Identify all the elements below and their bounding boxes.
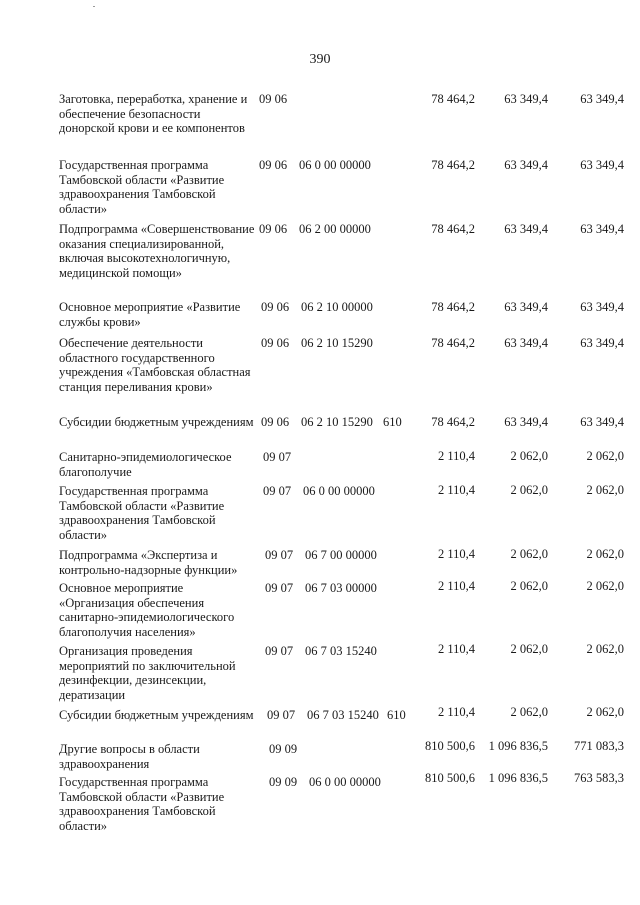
section-code: 09 07 [265, 644, 294, 658]
amount-year-2: 63 349,4 [504, 222, 548, 236]
amount-year-2: 1 096 836,5 [488, 771, 548, 785]
amount-year-1: 2 110,4 [437, 449, 475, 463]
amount-year-1: 78 464,2 [431, 92, 475, 106]
section-code: 09 07 [263, 484, 292, 498]
amount-year-1: 78 464,2 [431, 158, 475, 172]
target-article-code: 06 2 00 00000 [299, 222, 371, 236]
row-name: Подпрограмма «Экспертиза и контрольно-надзорные функции» [59, 548, 238, 577]
target-article-code: 06 7 03 15240 [307, 708, 379, 722]
amount-year-2: 63 349,4 [504, 92, 548, 106]
amount-year-1: 78 464,2 [431, 336, 475, 350]
amount-year-2: 63 349,4 [504, 336, 548, 350]
row-name: Субсидии бюджетным учреждениям [59, 708, 254, 722]
amount-year-1: 2 110,4 [437, 579, 475, 593]
amount-year-1: 2 110,4 [437, 547, 475, 561]
row-name: Организация проведения мероприятий по заключительной дезинфекции, дезинсекции, дератизации [59, 644, 236, 702]
amount-year-1: 2 110,4 [437, 483, 475, 497]
section-code: 09 06 [259, 92, 288, 106]
row-name: Основное мероприятие «Организация обеспечения санитарно-эпидемиологического благополучия населения» [59, 581, 235, 639]
target-article-code: 06 0 00 00000 [299, 158, 371, 172]
amount-year-2: 2 062,0 [510, 579, 548, 593]
row-name: Государственная программа Тамбовской области «Развитие здравоохранения Тамбовской области» [59, 775, 225, 833]
row-name: Заготовка, переработка, хранение и обеспечение безопасности донорской крови и ее компонентов [59, 92, 248, 135]
target-article-code: 06 0 00 00000 [303, 484, 375, 498]
amount-year-2: 1 096 836,5 [488, 739, 548, 753]
amount-year-2: 2 062,0 [510, 705, 548, 719]
amount-year-2: 2 062,0 [510, 483, 548, 497]
section-code: 09 09 [269, 775, 298, 789]
expense-type-code: 610 [387, 708, 406, 722]
amount-year-3: 2 062,0 [586, 483, 624, 497]
scan-speck [93, 6, 95, 7]
amount-year-2: 63 349,4 [504, 415, 548, 429]
amount-year-1: 2 110,4 [437, 642, 475, 656]
row-name: Основное мероприятие «Развитие службы крови» [59, 300, 241, 329]
amount-year-2: 2 062,0 [510, 449, 548, 463]
amount-year-2: 2 062,0 [510, 642, 548, 656]
amount-year-3: 2 062,0 [586, 449, 624, 463]
amount-year-3: 2 062,0 [586, 579, 624, 593]
section-code: 09 07 [265, 548, 294, 562]
row-name: Государственная программа Тамбовской области «Развитие здравоохранения Тамбовской области» [59, 484, 225, 542]
amount-year-3: 763 583,3 [574, 771, 624, 785]
amount-year-3: 63 349,4 [580, 300, 624, 314]
target-article-code: 06 2 10 00000 [301, 300, 373, 314]
target-article-code: 06 7 00 00000 [305, 548, 377, 562]
section-code: 09 07 [263, 450, 292, 464]
section-code: 09 06 [261, 415, 290, 429]
section-code: 09 09 [269, 742, 298, 756]
row-name: Другие вопросы в области здравоохранения [59, 742, 200, 771]
amount-year-3: 2 062,0 [586, 705, 624, 719]
row-name: Подпрограмма «Совершенствование оказания специализированной, включая высокотехнологичную, медицинской помощи» [59, 222, 255, 280]
target-article-code: 06 7 03 00000 [305, 581, 377, 595]
amount-year-1: 78 464,2 [431, 222, 475, 236]
amount-year-1: 810 500,6 [425, 771, 475, 785]
row-name: Субсидии бюджетным учреждениям [59, 415, 254, 429]
section-code: 09 07 [267, 708, 296, 722]
amount-year-3: 63 349,4 [580, 92, 624, 106]
amount-year-3: 63 349,4 [580, 158, 624, 172]
section-code: 09 06 [261, 336, 290, 350]
amount-year-3: 2 062,0 [586, 547, 624, 561]
target-article-code: 06 7 03 15240 [305, 644, 377, 658]
target-article-code: 06 2 10 15290 [301, 415, 373, 429]
page-number: 390 [309, 52, 331, 67]
row-name: Государственная программа Тамбовской области «Развитие здравоохранения Тамбовской области» [59, 158, 225, 216]
amount-year-2: 63 349,4 [504, 300, 548, 314]
section-code: 09 06 [259, 158, 288, 172]
amount-year-2: 2 062,0 [510, 547, 548, 561]
section-code: 09 07 [265, 581, 294, 595]
expense-type-code: 610 [383, 415, 402, 429]
target-article-code: 06 2 10 15290 [301, 336, 373, 350]
target-article-code: 06 0 00 00000 [309, 775, 381, 789]
amount-year-1: 78 464,2 [431, 415, 475, 429]
amount-year-3: 63 349,4 [580, 415, 624, 429]
amount-year-2: 63 349,4 [504, 158, 548, 172]
amount-year-1: 2 110,4 [437, 705, 475, 719]
amount-year-3: 2 062,0 [586, 642, 624, 656]
row-name: Санитарно-эпидемиологическое благополучие [59, 450, 232, 479]
amount-year-1: 78 464,2 [431, 300, 475, 314]
section-code: 09 06 [259, 222, 288, 236]
amount-year-1: 810 500,6 [425, 739, 475, 753]
row-name: Обеспечение деятельности областного государственного учреждения «Тамбовская областная станция переливания крови» [59, 336, 251, 394]
amount-year-3: 63 349,4 [580, 222, 624, 236]
amount-year-3: 63 349,4 [580, 336, 624, 350]
amount-year-3: 771 083,3 [574, 739, 624, 753]
section-code: 09 06 [261, 300, 290, 314]
